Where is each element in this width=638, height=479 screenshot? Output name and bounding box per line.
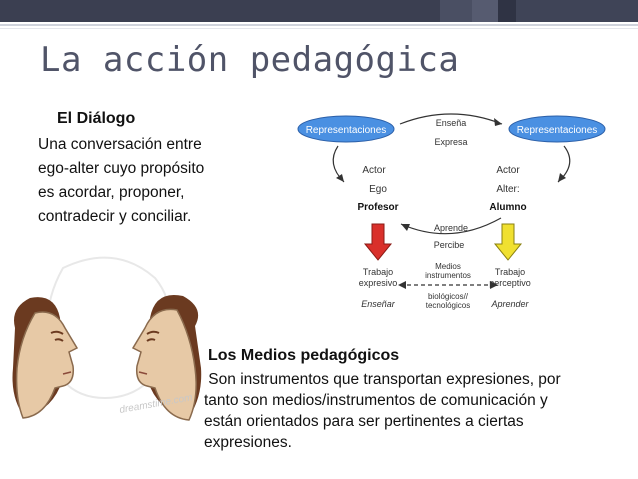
red-down-arrow — [365, 224, 391, 260]
pedagogy-diagram — [296, 96, 606, 322]
aprende-label: Aprende — [433, 223, 469, 233]
header-rule-thin — [0, 28, 638, 29]
dialogo-text — [38, 133, 238, 229]
top-bar-segment — [498, 0, 516, 22]
top-bar-segment — [440, 0, 472, 22]
medios-arrowhead-left — [398, 281, 406, 289]
representaciones-left-label: Representaciones — [305, 125, 387, 136]
alumno-label: Alumno — [489, 202, 527, 213]
ensenar-label: Enseñar — [361, 299, 395, 309]
dialogo-line: ego-alter cuyo propósito — [38, 160, 205, 177]
ego-label: Ego — [369, 184, 387, 195]
expresa-label: Expresa — [434, 137, 468, 147]
top-bar — [0, 0, 638, 22]
medios-heading: Los Medios pedagógicos — [208, 347, 400, 364]
dialogo-heading: El Diálogo — [57, 110, 136, 127]
dialogue-faces-illustration — [5, 248, 205, 476]
header-rule — [0, 24, 638, 26]
representaciones-right-label: Representaciones — [516, 125, 598, 136]
ensena-arrowhead — [494, 118, 502, 126]
medios-line: expresiones. — [204, 434, 292, 451]
trabajo-perceptivo-label: perceptivo — [489, 278, 531, 288]
tecnologicos-label: tecnológicos — [425, 301, 471, 310]
actor-left-label: Actor — [362, 165, 386, 176]
trabajo-expresivo-label: Trabajo — [362, 267, 394, 277]
medios-text — [204, 369, 624, 453]
actor-right-label: Actor — [496, 165, 520, 176]
percibe-label: Percibe — [433, 240, 465, 250]
watermark-text: dreamstime.com — [118, 392, 194, 416]
trabajo-perceptivo-label: Trabajo — [494, 267, 526, 277]
medios-label: Medios — [435, 262, 461, 271]
left-curve-arrowhead — [336, 174, 344, 182]
aprender-label: Aprender — [491, 299, 529, 309]
biologicos-label: biológicos// — [427, 292, 469, 301]
yellow-down-arrow — [495, 224, 521, 260]
dialogo-line: es acordar, proponer, — [38, 184, 185, 201]
medios-line: tanto son medios/instrumentos de comunicación y — [204, 392, 548, 409]
trabajo-expresivo-label: expresivo — [358, 278, 398, 288]
dialogo-line: contradecir y conciliar. — [38, 208, 192, 225]
instrumentos-label: instrumentos — [425, 271, 471, 280]
medios-line: Son instrumentos que transportan expresiones, por — [204, 371, 561, 388]
alter-label: Alter: — [496, 184, 520, 195]
top-bar-segment — [472, 0, 498, 22]
slide-title: La acción pedagógica — [40, 40, 460, 80]
profesor-label: Profesor — [357, 202, 399, 213]
dialogo-line: Una conversación entre — [38, 136, 202, 153]
medios-line: están orientados para ser pertinentes a ciertas — [204, 413, 524, 430]
top-bar-segment — [516, 0, 638, 22]
ensena-label: Enseña — [435, 118, 467, 128]
